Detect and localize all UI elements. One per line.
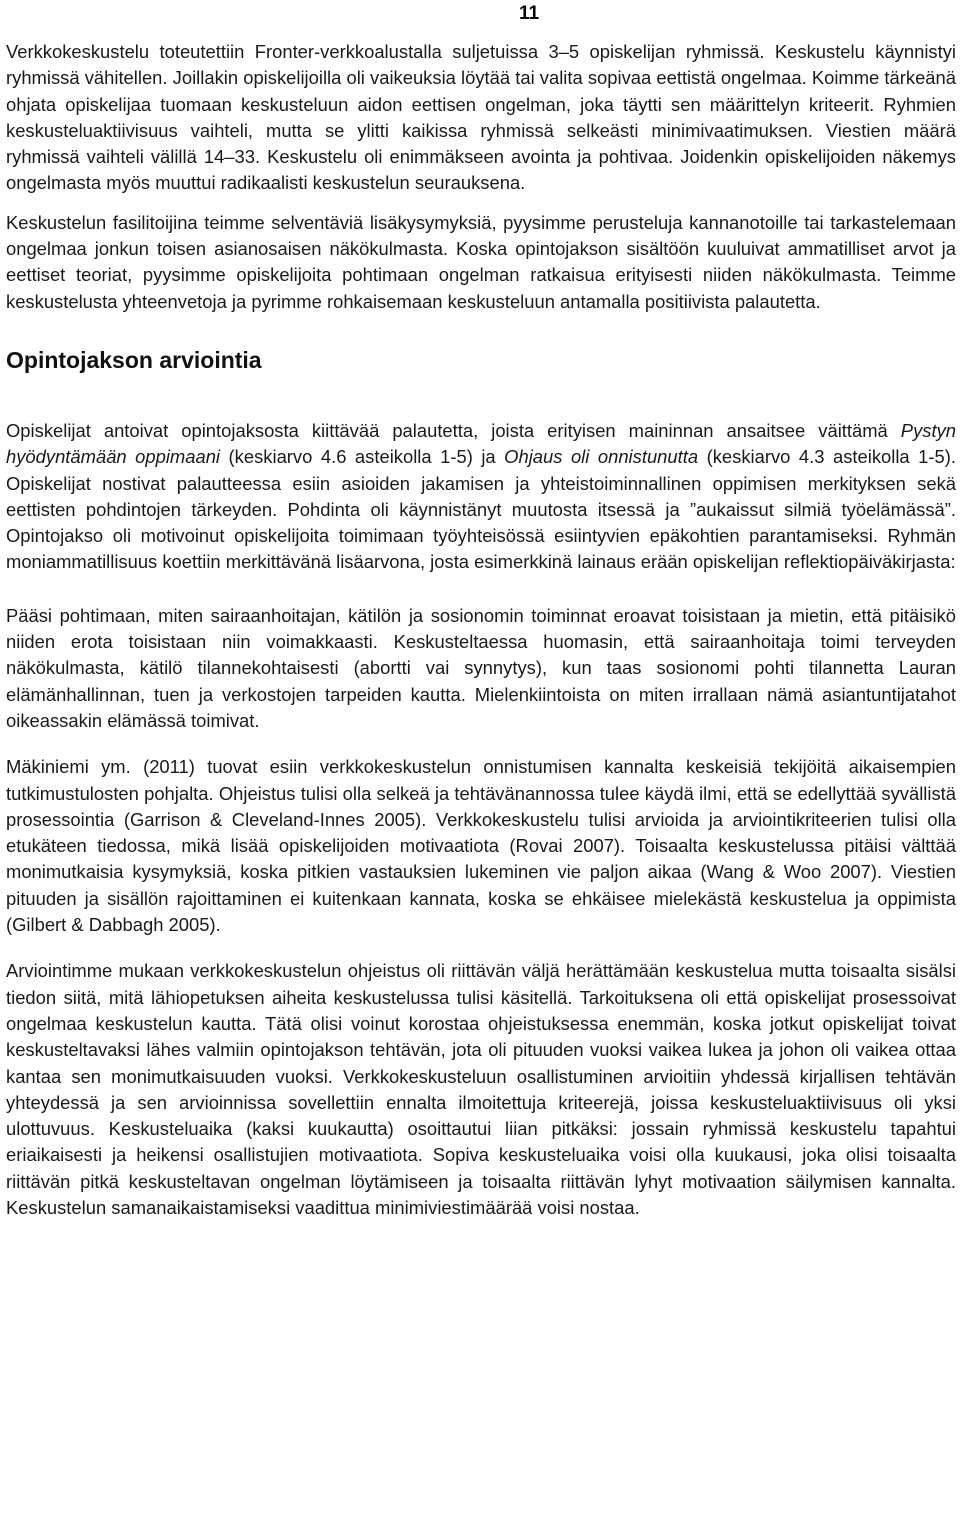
- paragraph-student-feedback: [6, 418, 956, 576]
- section-heading: Opintojakson arviointia: [6, 346, 262, 373]
- paragraph-reflection-quote: Pääsi pohtimaan, miten sairaanhoitajan, kätilön ja sosionomin toiminnat eroavat toisistaan ja mietin, että pitäisikö niiden erota toisistaan niin voimakkaasti. Keskusteltaessa huomasin, että sairaanhoitaja toimi terveyden näkökulmasta, kätilö tilannekohtaisesti (abortti vai synnytys), kun taas sosionomi pohti tilannetta Lauran elämänhallinnan, tuen ja verkostojen tarpeiden kautta. Mielenkiintoista on miten irrallaan nämä asiantuntijatahot oikeassakin elämässä toimivat.: [6, 604, 956, 731]
- paragraph-facilitation: Keskustelun fasilitoijina teimme selventäviä lisäkysymyksiä, pyysimme perusteluja kannanotoille tai tarkastelemaan ongelmaa jonkun toisen asianosaisen näkökulmasta. Koska opintojakson sisältöön kuuluivat ammatilliset arvot ja eettiset teoriat, pyysimme opiskelijoita pohtimaan ongelman ratkaisua erityisesti niiden näkökulmasta. Teimme keskustelusta yhteenvetoja ja pyrimme rohkaisemaan keskusteluun antamalla positiivista palautetta.: [6, 211, 956, 312]
- feedback-quote-2: Ohjaus oli onnistunutta: [504, 446, 699, 468]
- page-number: 11: [519, 3, 540, 24]
- feedback-quote-1: Pystyn hyödyntämään oppimaani: [6, 419, 956, 468]
- paragraph-literature: Mäkiniemi ym. (2011) tuovat esiin verkkokeskustelun onnistumisen kannalta keskeisiä tekijöitä aikaisempien tutkimustulosten pohjalta. Ohjeistus tulisi olla selkeä ja tehtävänannossa tulee käydä ilmi, että se edellyttää syvällistä prosessointia (Garrison & Cleveland-Innes 2005). Verkkokeskustelu tulisi arvioida ja arviointikriteerien tulisi olla etukäteen tiedossa, mikä lisää opiskelijoiden motivaatiota (Rovai 2007). Toisaalta keskustelussa pitäisi välttää monimutkaisia kysymyksiä, koska pitkien vastauksien lukeminen vie paljon aikaa (Wang & Woo 2007). Viestien pituuden ja sisällön rajoittaminen ei kuitenkaan kannata, koska se ehkäisee mielekästä keskustelua ja oppimista (Gilbert & Dabbagh 2005).: [6, 756, 956, 936]
- paragraph-discussion-setup: Verkkokeskustelu toteutettiin Fronter-verkkoalustalla suljetuissa 3–5 opiskelijan ryhmissä. Keskustelu käynnistyi ryhmissä vähitellen. Joillakin opiskelijoilla oli vaikeuksia löytää tai valita sopivaa eettistä ongelmaa. Koimme tärkeänä ohjata opiskelijaa tuomaan keskusteluun aidon eettisen ongelman, joka täytti sen määrittelyn kriteerit. Ryhmien keskusteluaktiivisuus vaihteli, mutta se ylitti kaikissa ryhmissä selkeästi minimivaatimuksen. Viestien määrä ryhmissä vaihteli välillä 14–33. Keskustelu oli enimmäkseen avointa ja pohtivaa. Joidenkin opiskelijoiden näkemys ongelmasta myös muuttui radikaalisti keskustelun seurauksena.: [6, 41, 956, 194]
- paragraph-evaluation: Arviointimme mukaan verkkokeskustelun ohjeistus oli riittävän väljä herättämään keskustelua mutta toisaalta sisälsi tiedon siitä, mitä lähiopetuksen aiheita keskustelussa tulisi käsitellä. Tarkoituksena oli että opiskelijat prosessoivat ongelmaa keskustelun kautta. Tätä olisi voinut korostaa ohjeistuksessa enemmän, koska jotkut opiskelijat toivat keskusteltavaksi lähes valmiin opintojakson tehtävän, jota oli pituuden vuoksi vaikea lukea ja johon oli vaikea ottaa kantaa sen monimutkaisuuden vuoksi. Verkkokeskusteluun osallistuminen arvioitiin yhdessä kirjallisen tehtävän yhteydessä ja sen arvioinnissa sovellettiin ennalta ilmoitettuja kriteerejä, joissa keskusteluaktiivisuus oli yksi ulottuvuus. Keskusteluaika (kaksi kuukautta) osoittautui liian pitkäksi: jossain ryhmissä keskustelu tapahtui eriaikaisesti ja heikensi osallistujien motivaatiota. Sopiva keskusteluaika voisi olla kuukausi, joka olisi toisaalta riittävän pitkä keskusteltavan ongelman löytämiseen ja toisaalta riittävän lyhyt motivaation säilymisen kannalta. Keskustelun samanaikaistamiseksi vaadittua minimiviestimäärää voisi nostaa.: [6, 960, 956, 1218]
- page-content: [6, 39, 956, 1221]
- feedback-text-2: (keskiarvo 4.6 asteikolla 1-5) ja: [220, 446, 505, 468]
- feedback-text-1: Opiskelijat antoivat opintojaksosta kiittävää palautetta, joista erityisen maininnan ansaitsee väittämä: [6, 419, 901, 441]
- feedback-text-3: (keskiarvo 4.3 asteikolla 1-5). Opiskelijat nostivat palautteessa esiin asioiden jakamisen ja yhteistoiminnallinen oppimisen merkityksen sekä eettisten pohdintojen tärkeyden. Pohdinta oli käynnistänyt muutosta itsessä ja ”aukaissut silmiä työelämässä”. Opintojakso oli motivoinut opiskelijoita toimimaan työyhteisössä esiintyvien epäkohtien parantamiseksi. Ryhmän moniammatillisuus koettiin merkittävänä lisäarvona, josta esimerkkinä lainaus erään opiskelijan reflektiopäiväkirjasta:: [6, 446, 956, 573]
